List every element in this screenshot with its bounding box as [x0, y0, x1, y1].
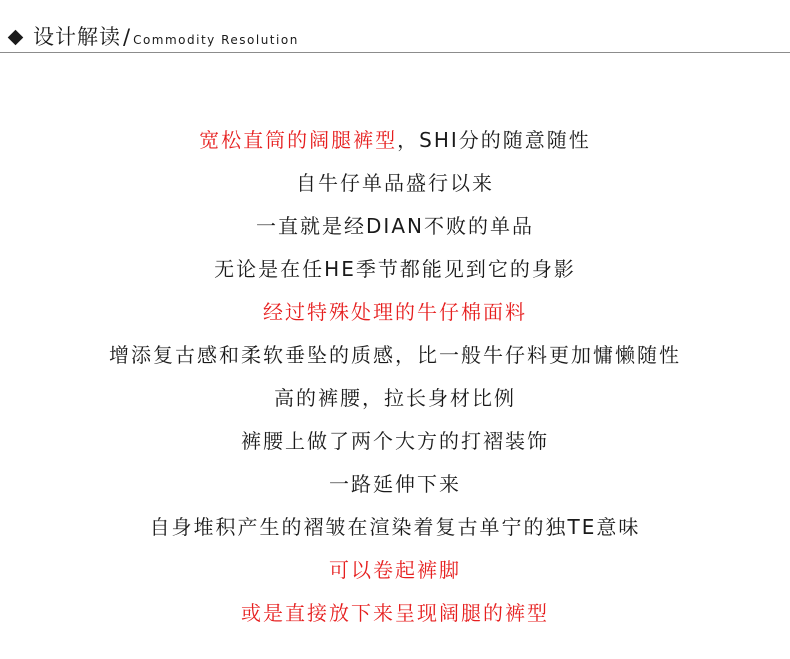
body-text: 自牛仔单品盛行以来: [296, 171, 494, 195]
description-line: [0, 549, 790, 592]
description-text-block: [0, 119, 790, 635]
diamond-bullet-icon: [8, 30, 24, 46]
body-text: ，SHI分的随意随性: [397, 128, 591, 152]
description-line: [0, 592, 790, 635]
section-title-text: 设计解读: [33, 25, 121, 49]
description-line: [0, 463, 790, 506]
body-text: 一路延伸下来: [329, 472, 461, 496]
description-line: [0, 162, 790, 205]
description-line: [0, 420, 790, 463]
highlight-text: 或是直接放下来呈现阔腿的裤型: [241, 601, 549, 625]
header-divider: [0, 52, 790, 53]
title-separator: /: [123, 25, 132, 49]
section-header: [0, 22, 790, 52]
body-text: 裤腰上做了两个大方的打褶装饰: [241, 429, 549, 453]
section-title: [33, 24, 299, 53]
highlight-text: 可以卷起裤脚: [329, 558, 461, 582]
description-line: [0, 248, 790, 291]
description-line: [0, 291, 790, 334]
body-text: 无论是在任HE季节都能见到它的身影: [214, 257, 576, 281]
description-line: [0, 377, 790, 420]
highlight-text: 经过特殊处理的牛仔棉面料: [263, 300, 527, 324]
body-text: 一直就是经DIAN不败的单品: [256, 214, 534, 238]
description-line: [0, 119, 790, 162]
body-text: 自身堆积产生的褶皱在渲染着复古单宁的独TE意味: [149, 515, 641, 539]
section-subtitle: Commodity Resolution: [133, 33, 299, 47]
description-line: [0, 205, 790, 248]
highlight-text: 宽松直筒的阔腿裤型: [199, 128, 398, 152]
body-text: 高的裤腰，拉长身材比例: [274, 386, 516, 410]
body-text: 增添复古感和柔软垂坠的质感，比一般牛仔料更加慵懒随性: [109, 343, 681, 367]
description-line: [0, 334, 790, 377]
description-line: [0, 506, 790, 549]
